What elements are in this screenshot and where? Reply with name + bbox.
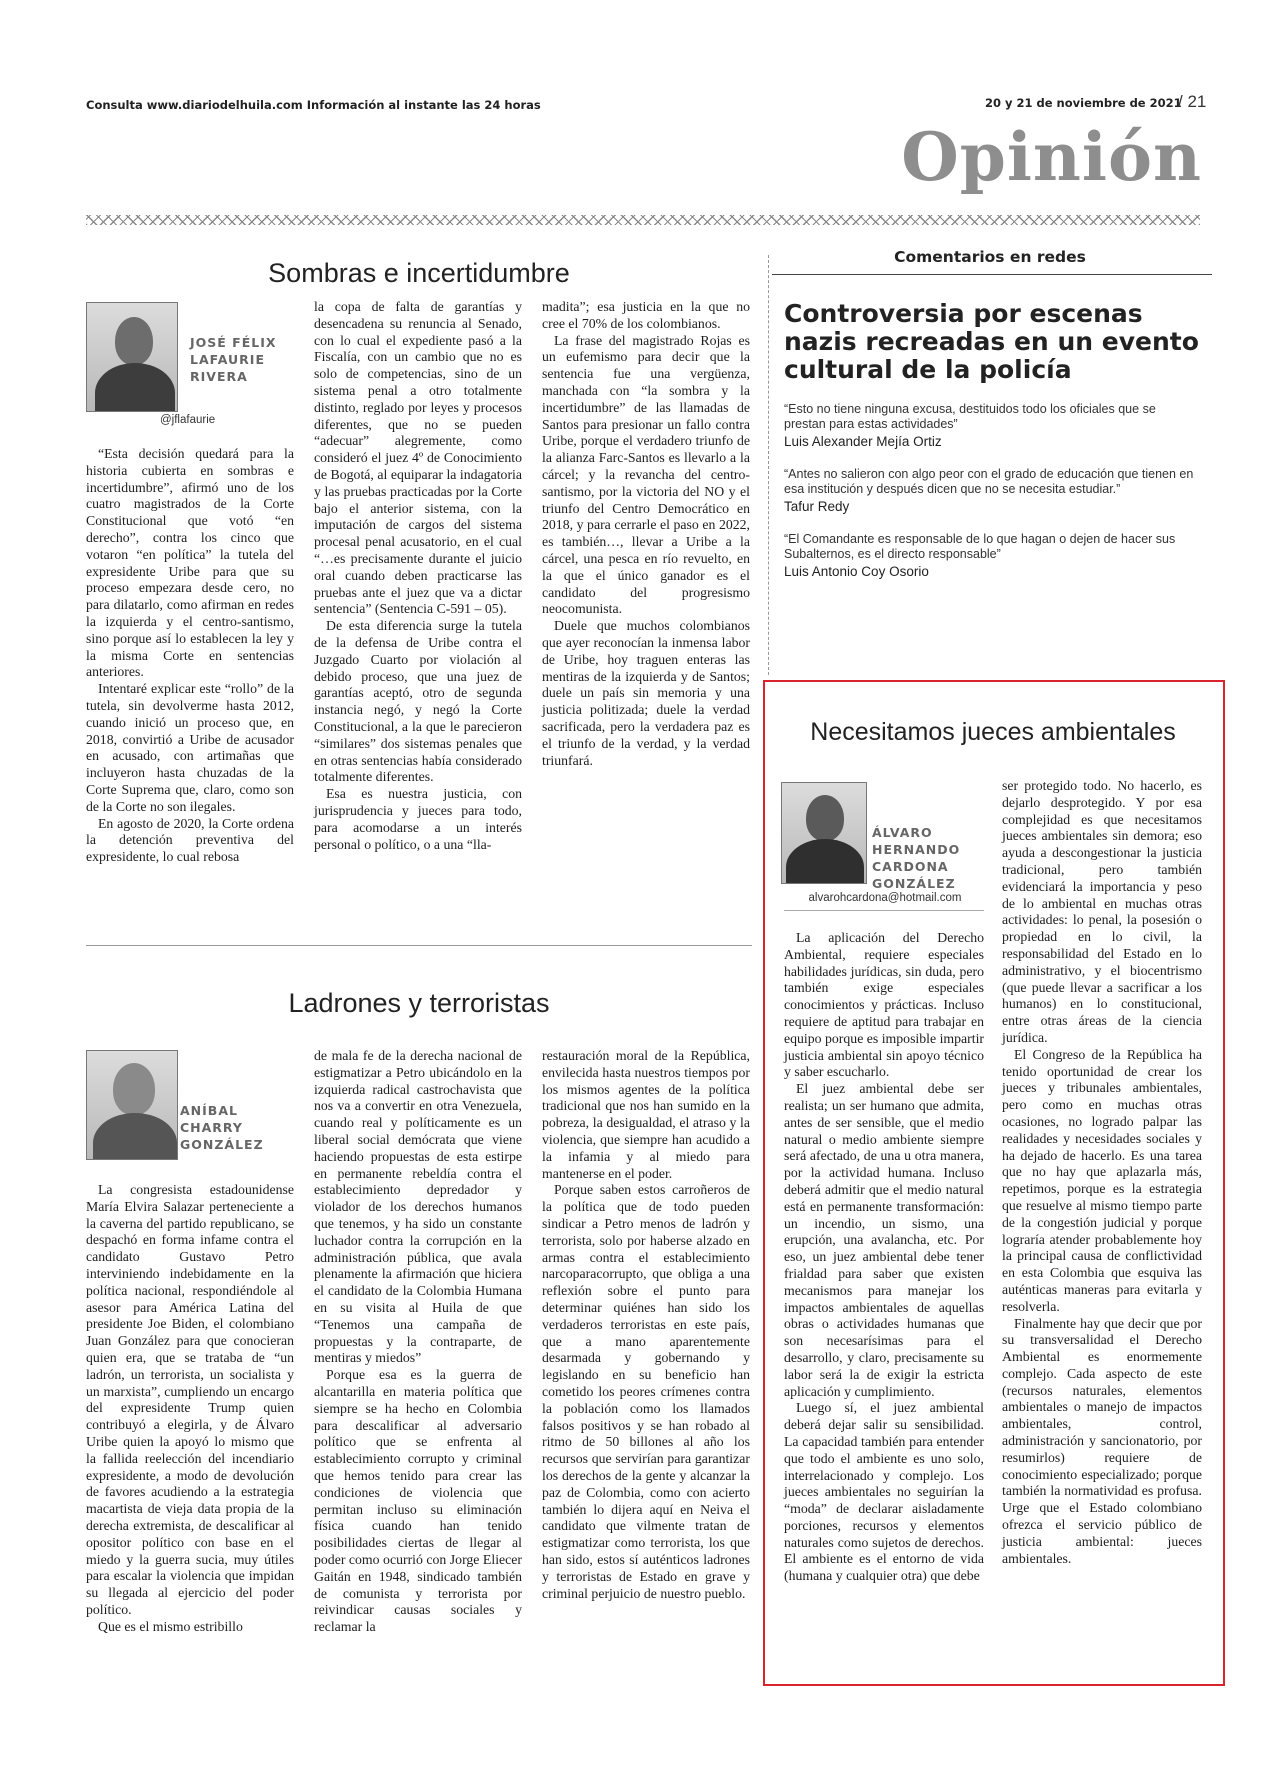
comments-headline: Controversia por escenas nazis recreadas en un evento cultural de la policía xyxy=(784,299,1199,384)
article3-author-name: ÁLVARO HERNANDO CARDONA GONZÁLEZ xyxy=(872,825,961,891)
article3-author-photo xyxy=(781,782,867,884)
site-tagline: Consulta www.diariodelhuila.com Información al instante las 24 horas xyxy=(86,98,541,112)
article3-column-1 xyxy=(784,930,984,1585)
article2-title: Ladrones y terroristas xyxy=(288,988,550,1018)
comment-item xyxy=(784,532,1194,579)
article1-column-2 xyxy=(314,299,522,853)
paragraph: Que es el mismo estribillo xyxy=(98,1618,243,1634)
article2-author-name: ANÍBAL CHARRY GONZÁLEZ xyxy=(180,1103,264,1152)
paragraph: El Congreso de la República ha tenido oportunidad de crear los jueces y tribunales ambientales, pero como en muchas otras ocasiones, no logrado palpar las realidades y necesidades sociales y ha dejado de hacerlo. Es una tarea que no hay que aplazarla más, repetimos, porque es la estrategia que resuelve al mismo tiempo parte de la congestión judicial y porque lograría atender probablemente hoy la principal causa de conflictividad en esta Colombia que esquiva las auténticas maneras para evitarla y resolverla. xyxy=(1002,1046,1202,1314)
comments-section-title: Comentarios en redes xyxy=(894,248,1086,266)
article1-column-3 xyxy=(542,299,750,769)
author-rule xyxy=(784,910,984,911)
issue-date: 20 y 21 de noviembre de 2021 xyxy=(985,96,1182,110)
article1-column-1 xyxy=(86,446,294,866)
paragraph: ser protegido todo. No hacerlo, es dejarlo desprotegido. Y por esa complejidad es que necesitamos jueces ambientales sin demora; eso ayuda a descongestionar la justicia tradicional, pero también evidenciará la importancia y peso de lo ambiental en muchas otras actividades: lo penal, la posesión o propiedad en lo civil, la responsabilidad del Estado en lo administrativo, y el biocentrismo (que puede llevar a sacrificar a los humanos) en lo constitucional, entre otras áreas de la ciencia jurídica. xyxy=(1002,778,1202,1045)
comment-text: “El Comandante es responsable de lo que hagan o dejen de hacer sus Subalternos, es el directo responsable” xyxy=(784,532,1176,561)
comment-author: Luis Antonio Coy Osorio xyxy=(784,564,929,579)
comment-text: “Antes no salieron con algo peor con el grado de educación que tienen en esa institución y después dicen que no se necesita estudiar.” xyxy=(784,467,1194,496)
article2-author-photo xyxy=(86,1050,178,1160)
paragraph: restauración moral de la República, envilecida hasta nuestros tiempos por los mismos agentes de la política tradicional que nos han sumido en la pobreza, la desigualdad, el atraso y la violencia, que siempre han acudido a la infamia y al miedo para mantenerse en el poder. xyxy=(542,1048,750,1181)
article2-column-3 xyxy=(542,1048,750,1602)
paragraph: “Esta decisión quedará para la historia cubierta en sombras e incertidumbre”, afirmó uno de los cuatro magistrados de la Corte Constitucional que votó “en derecho”, contra los cinco que votaron “en política” la tutela del expresidente Uribe para que su proceso empezara desde cero, no para dilatarlo, como afirman en redes la izquierda y el centro-santismo, sino porque así lo establecen la ley y la misma Corte en sentencias anteriores. xyxy=(86,446,294,680)
paragraph: Esa es nuestra justicia, con jurisprudencia y jueces para todo, para acomodarse a un interés personal o político, o a una “lla- xyxy=(314,786,522,852)
comments-rule xyxy=(772,274,1212,275)
header-rule xyxy=(86,215,1200,225)
paragraph: Porque saben estos carroñeros de la política que de todo pueden sindicar a Petro menos de ladrón y terrorista, solo por haberse alzado en armas contra el establecimiento narcoparacorrupto, que obliga a una reflexión sobre el punto para determinar quiénes han sido los verdaderos terroristas en este país, que a mano aparentemente desarmada y gobernando y legislando en su beneficio han cometido los peores crímenes contra la población como los llamados falsos positivos y se han robado al ritmo de 50 billones al año los recursos que servirían para garantizar los derechos de la gente y alcanzar la paz de Colombia, como con acierto también lo dijera aquí en Neiva el candidato que vilmente tratan de estigmatizar como terrorista, los que han sido, estos sí auténticos ladrones y terroristas de Estado en grave y criminal perjuicio de nuestro pueblo. xyxy=(542,1182,750,1601)
column-divider xyxy=(768,255,769,675)
article1-author-name: JOSÉ FÉLIX LAFAURIE RIVERA xyxy=(190,335,277,384)
paragraph: Intentaré explicar este “rollo” de la tutela, sin devolverme hasta 2012, cuando inició un proceso que, en 2018, convirtió a Uribe de acusador en acusado, con artimañas que incluyeron hasta chuzadas de la Corte Suprema que, claro, como son de la Corte no son ilegales. xyxy=(86,681,294,814)
article2-column-2 xyxy=(314,1048,522,1636)
comment-item xyxy=(784,467,1194,514)
comments-list xyxy=(784,402,1194,579)
paragraph: de mala fe de la derecha nacional de estigmatizar a Petro ubicándolo en la izquierda radical castrochavista que nos va a convertir en otra Venezuela, cuando real y políticamente es un liberal social demócrata que viene haciendo propuestas de esta estirpe en permanente rebeldía contra el establecimiento depredador y violador de los derechos humanos que tenemos, y ha sido un constante luchador contra la corrupción en la administración pública, que avala plenamente la afirmación que hiciera el candidato de la Colombia Humana en su visita al Huila de que “Tenemos una campaña de propuestas y la contraparte, de mentiras y miedos” xyxy=(314,1048,522,1366)
paragraph: De esta diferencia surge la tutela de la defensa de Uribe contra el Juzgado Cuarto por violación al debido proceso, que una juez de garantías aceptó, otro de segunda instancia negó, y negó la Corte Constitucional, a la que le parecieron “similares” dos sistemas penales que en otras sentencias había considerado totalmente diferentes. xyxy=(314,618,522,785)
paragraph: Luego sí, el juez ambiental deberá dejar salir su sensibilidad. La capacidad también para entender que todo el ambiente es uno solo, interrelacionado y complejo. Los jueces ambientales no seguirían la “moda” de declarar aisladamente porciones, recursos y elementos naturales como sujetos de derechos. El ambiente es el entorno de vida (humana y cualquier otra) que debe xyxy=(784,1400,984,1584)
paragraph: madita”; esa justicia en la que no cree el 70% de los colombianos. xyxy=(542,299,750,331)
comment-text: “Esto no tiene ninguna excusa, destituidos todo los oficiales que se prestan para estas actividades” xyxy=(784,402,1156,431)
paragraph: Porque esa es la guerra de alcantarilla en materia política que siempre se ha hecho en Colombia para descalificar al adversario político que se enfrenta al establecimiento corrupto y criminal que hemos tenido para crear las condiciones de violencia que permitan incluso su eliminación física cuando han tenido posibilidades ciertas de llegar al poder como ocurrió con Jorge Eliecer Gaitán en 1948, sindicado también de comunista y terrorista por reivindicar causas sociales y reclamar la xyxy=(314,1367,522,1635)
paragraph: Duele que muchos colombianos que ayer reconocían la inmensa labor de Uribe, hoy traguen enteras las mentiras de la izquierda y de Santos; duele un país sin memoria y una justicia politizada; duele la verdad sacrificada, pero la verdadera paz es el triunfo de la verdad, y la verdad triunfará. xyxy=(542,618,750,768)
page-number: / 21 xyxy=(1178,92,1207,111)
article3-column-2 xyxy=(1002,778,1202,1567)
article3-title: Necesitamos jueces ambientales xyxy=(810,718,1176,746)
article1-author-photo xyxy=(86,302,178,412)
paragraph: La aplicación del Derecho Ambiental, requiere especiales habilidades jurídicas, sin duda, pero también exige especiales conocimientos y prácticas. Incluso requiere de aptitud para trabajar en equipo porque es imposible impartir justicia ambiental sin apoyo técnico y saber escucharlo. xyxy=(784,930,985,1080)
paragraph: la copa de falta de garantías y desencadena su renuncia al Senado, con lo cual el expediente pasó a la Fiscalía, con un cambio que no es solo de competencias, sino de un sistema penal a otro totalmente distinto, reglado por leyes y procesos diferentes, que no se pueden “adecuar” alegremente, como consideró el juez 4º de Conocimiento de Bogotá, al equiparar la indagatoria y las pruebas practicadas por la Corte bajo el anterior sistema, con la imputación de cargos del sistema procesal penal acusatorio, en el cual “…es precisamente durante el juicio oral cuando deben practicarse las pruebas ante el juez que va a dictar sentencia” (Sentencia C-591 – 05). xyxy=(314,299,522,617)
paragraph: La congresista estadounidense María Elvira Salazar perteneciente a la caverna del partido republicano, se despachó en forma infame contra el candidato Gustavo Petro interviniendo indebidamente en la política nacional, respondiéndole al asesor para América Latina del presidente Joe Biden, el colombiano Juan González para que conocieran quien era, que se trataba de “un ladrón, un terrorista, un socialista y un marxista”, cumpliendo un encargo del expresidente Trump quien contribuyó a elegirla, y de Álvaro Uribe quien la apoyó lo mismo que la fallida reelección del incendiario expresidente, a modo de devolución de favores acudiendo a la estrategia macartista de vieja data propia de la derecha extremista, de descalificar al opositor político con base en el miedo y la guerra sucia, muy útiles para escalar la violencia que impidan su llegada al ejercicio del poder político. xyxy=(86,1182,294,1617)
article1-author-handle: @jflafaurie xyxy=(160,414,216,426)
paragraph: En agosto de 2020, la Corte ordena la detención preventiva del expresidente, lo cual rebosa xyxy=(86,815,294,865)
paragraph: Finalmente hay que decir que por su transversalidad el Derecho Ambiental es enormemente complejo. Cada aspecto de este (recursos naturales, elementos ambientales o manejo de impactos ambientales, control, administración y sancionatorio, por resumirlos) requiere de conocimiento especializado; porque también la normatividad es profusa. Urge que el Estado colombiano ofrezca el servicio público de justicia ambiental: jueces ambientales. xyxy=(1002,1315,1202,1566)
article3-author-email: alvarohcardona@hotmail.com xyxy=(808,892,962,904)
comment-author: Luis Alexander Mejía Ortiz xyxy=(784,434,942,449)
article1-title: Sombras e incertidumbre xyxy=(268,258,570,288)
comment-item xyxy=(784,402,1194,449)
comment-author: Tafur Redy xyxy=(784,499,850,514)
paragraph: El juez ambiental debe ser realista; un ser humano que admita, antes de ser sensible, que el medio natural o medio ambiente siempre será afectado, de una u otra manera, por la actividad humana. Incluso deberá admitir que el medio natural está en permanente transformación: un incendio, un sismo, una erupción, una avalancha, etc. Por eso, un juez ambiental debe tener frialdad para saber que existen mecanismos para manejar los impactos ambientales de aquellas obras o actividades humanas que son necesarísimas para el desarrollo, y claro, precisamente su labor será la de exigir la estricta aplicación y cumplimiento. xyxy=(784,1081,984,1399)
paragraph: La frase del magistrado Rojas es un eufemismo para decir que la sentencia fue una vergüenza, manchada con “la sombra y la incertidumbre” de las llamadas de Santos para presionar un fallo contra Uribe, porque el verdadero triunfo de la alianza Farc-Santos es llevarlo a la cárcel; y la revancha del centro-santismo, por la victoria del NO y el triunfo del Centro Democrático en 2018, y para cerrarle el paso en 2022, es también…, llevar a Uribe a la cárcel, una pesca en río revuelto, en la que el único ganador es el candidato del progresismo neocomunista. xyxy=(542,332,750,617)
section-title: Opinión xyxy=(901,118,1202,196)
article-divider xyxy=(86,945,752,946)
article2-column-1 xyxy=(86,1182,294,1636)
